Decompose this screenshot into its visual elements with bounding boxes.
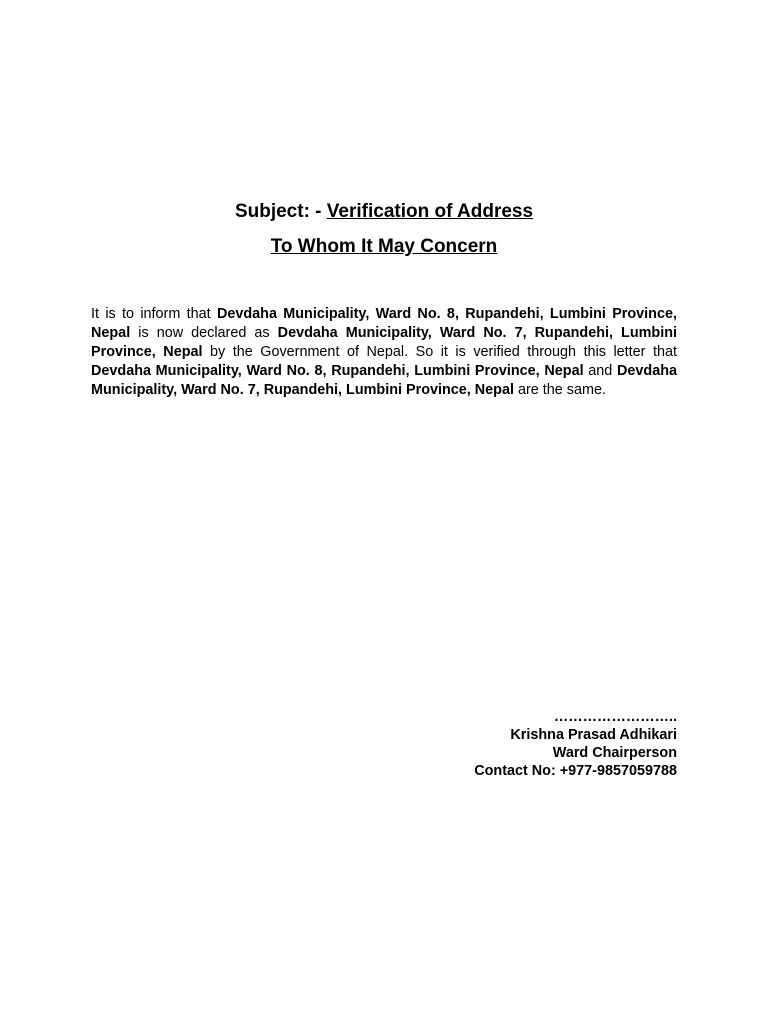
new-address-1: Devdaha Municipality, Ward No. 7, Rupandehi, Lumbini Province, Nepal: [91, 325, 677, 360]
body-text-1: It is to inform that: [91, 306, 217, 322]
signatory-title: Ward Chairperson: [552, 745, 677, 761]
old-address-2: Devdaha Municipality, Ward No. 8, Rupandehi, Lumbini Province, Nepal: [91, 363, 584, 379]
body-text-5: are the same.: [513, 382, 606, 398]
signature-block: [474, 708, 677, 780]
new-address-2: Devdaha Municipality, Ward No. 7, Rupandehi, Lumbini Province, Nepal: [91, 363, 677, 398]
salutation: To Whom It May Concern: [270, 236, 498, 257]
subject-topic: Verification of Address: [326, 201, 534, 222]
body-text-4: and: [583, 363, 617, 379]
subject-prefix: Subject: -: [234, 201, 327, 222]
body-text-2: is now declared as: [130, 325, 278, 341]
signature-line: ……………………..: [553, 709, 677, 725]
body-text-3: by the Government of Nepal. So it is verified through this letter that: [202, 344, 677, 360]
signatory-contact: Contact No: +977-9857059788: [474, 763, 677, 779]
body-paragraph: [91, 305, 677, 400]
old-address-1: Devdaha Municipality, Ward No. 8, Rupandehi, Lumbini Province, Nepal: [91, 306, 677, 341]
signatory-name: Krishna Prasad Adhikari: [510, 727, 677, 743]
subject-line: [0, 200, 768, 224]
